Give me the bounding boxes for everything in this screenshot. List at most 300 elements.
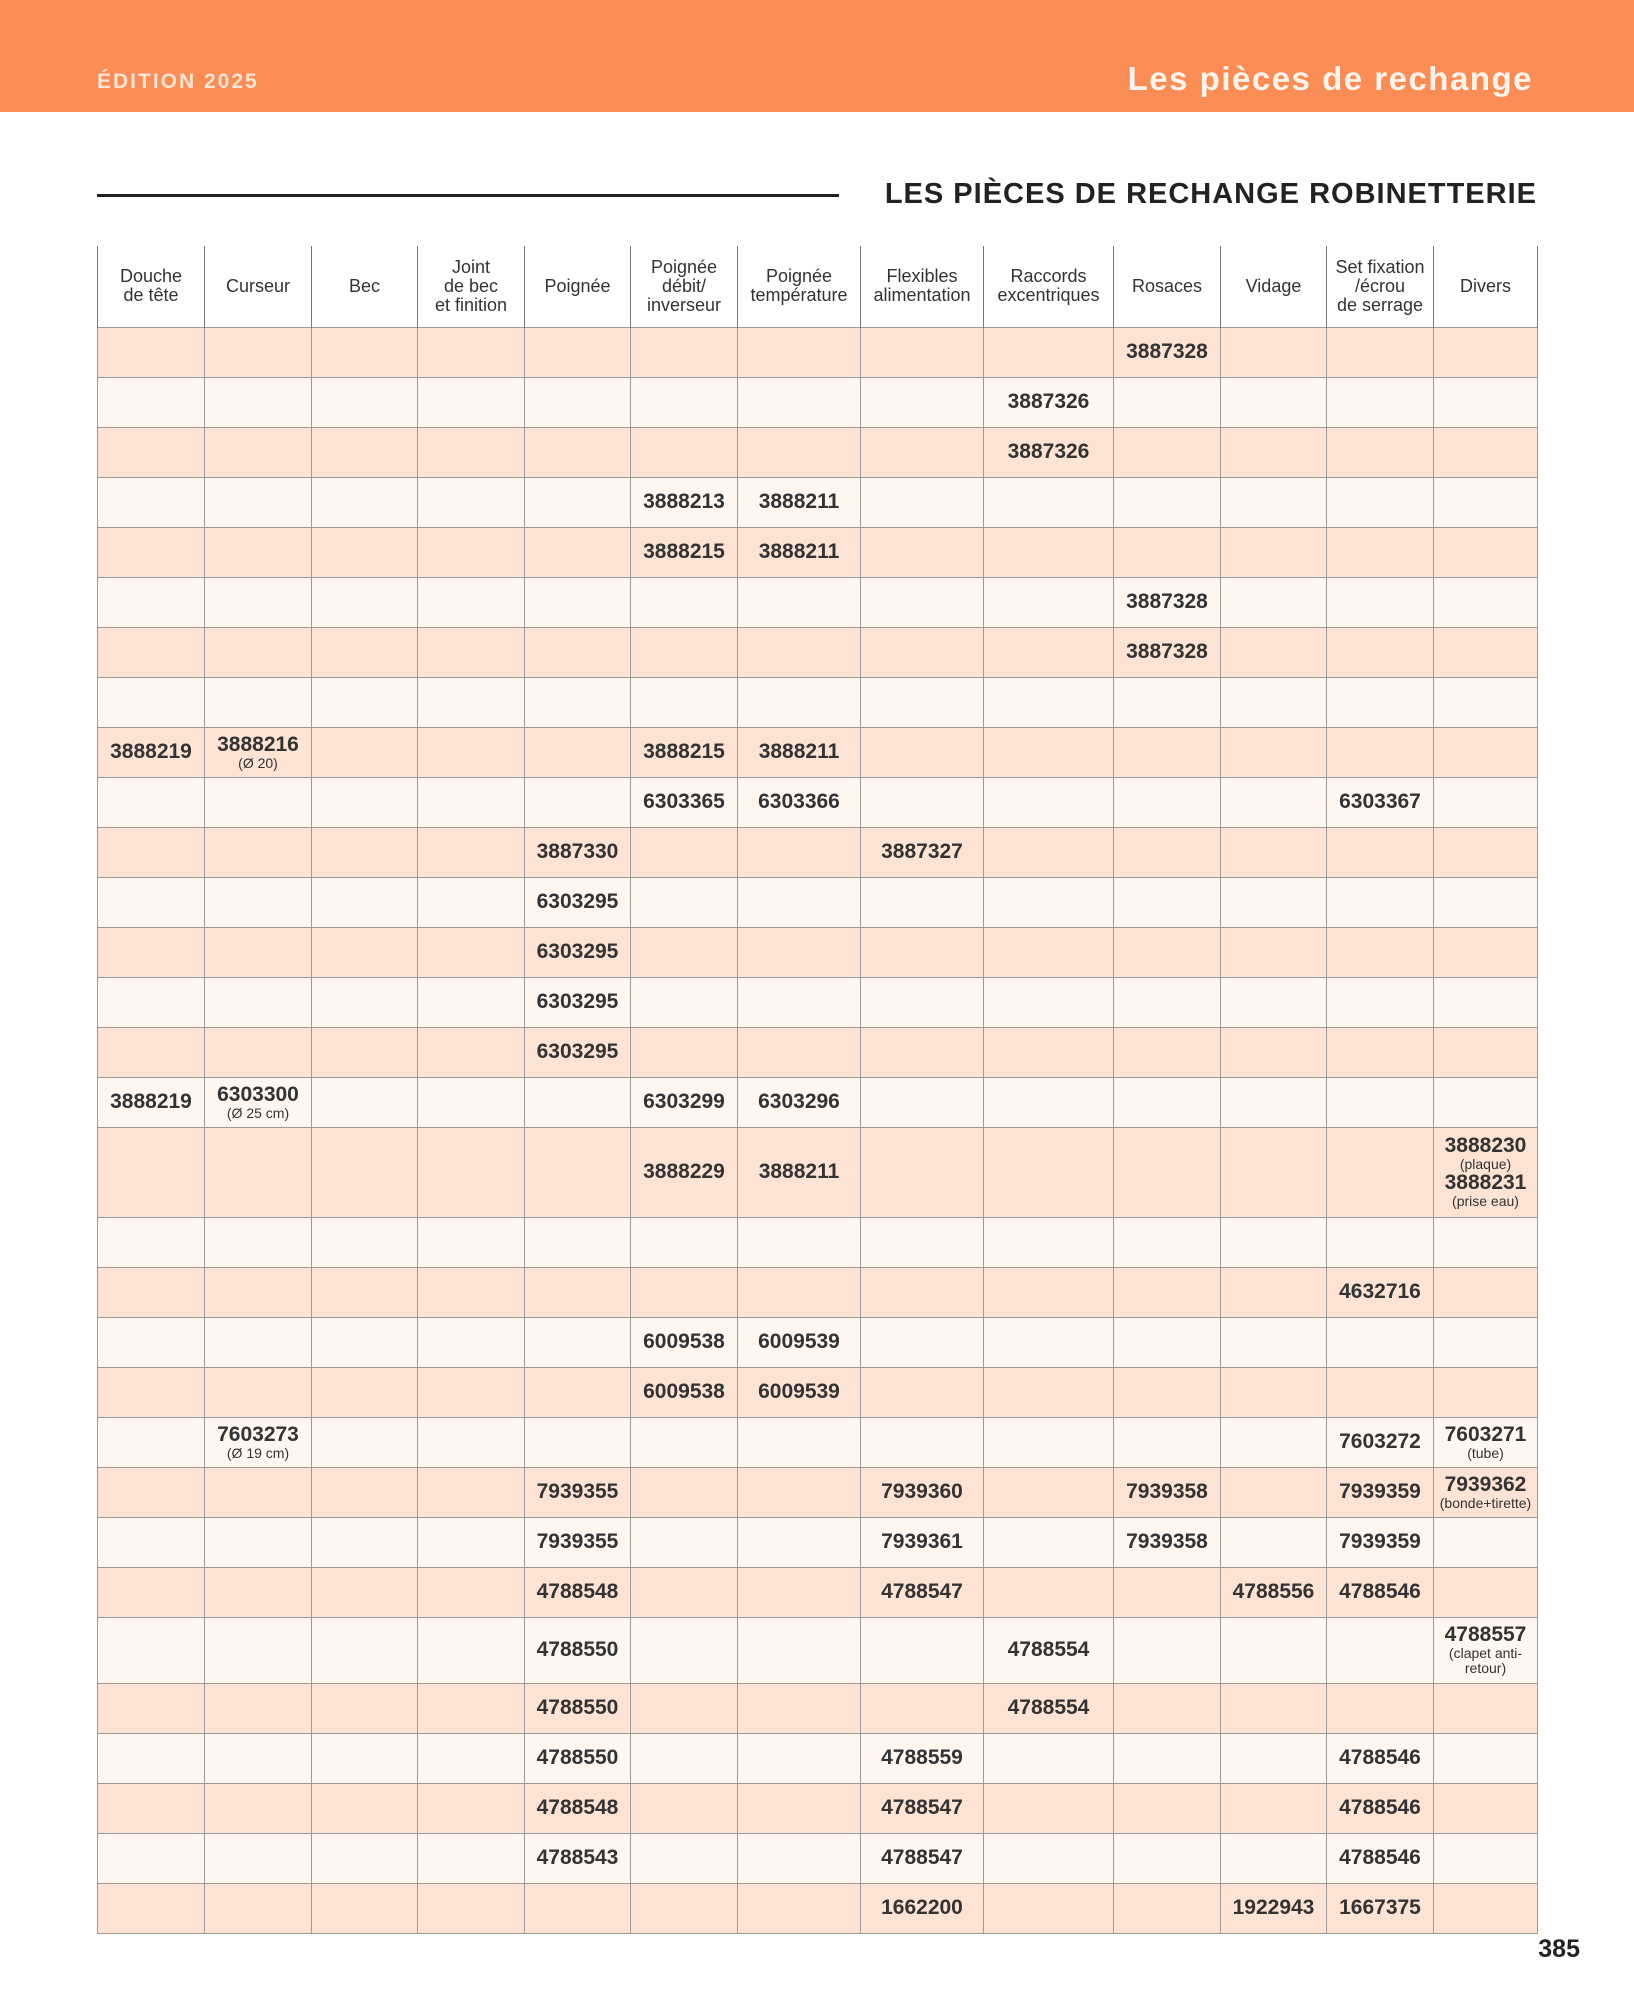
cell-bec <box>312 377 418 427</box>
cell-rosaces <box>1114 1367 1221 1417</box>
cell-flexibles <box>861 377 984 427</box>
cell-flexibles <box>861 627 984 677</box>
cell-divers <box>1434 677 1538 727</box>
page-title: LES PIÈCES DE RECHANGE ROBINETTERIE <box>884 178 1537 210</box>
cell-poigneedebit <box>631 1617 738 1683</box>
part-number: 4788547 <box>881 1846 963 1869</box>
cell-divers <box>1434 1267 1538 1317</box>
cell-flexibles <box>861 1567 984 1617</box>
cell-joint <box>418 1783 525 1833</box>
cell-raccords <box>984 527 1114 577</box>
table-row <box>98 1833 1538 1883</box>
cell-raccords <box>984 1567 1114 1617</box>
cell-flexibles <box>861 527 984 577</box>
cell-poigneetemp <box>738 1467 861 1517</box>
cell-flexibles <box>861 1367 984 1417</box>
cell-bec <box>312 727 418 777</box>
cell-rosaces <box>1114 1317 1221 1367</box>
part-note: (plaque) <box>1459 1156 1512 1172</box>
cell-flexibles <box>861 927 984 977</box>
cell-poignee <box>525 1317 631 1367</box>
cell-setfixation <box>1327 1367 1434 1417</box>
table-header-row <box>98 246 1538 327</box>
cell-poigneedebit <box>631 577 738 627</box>
part-number: 3888215 <box>643 540 725 563</box>
cell-setfixation <box>1327 877 1434 927</box>
cell-setfixation <box>1327 1127 1434 1217</box>
cell-poigneedebit <box>631 627 738 677</box>
cell-poignee <box>525 427 631 477</box>
cell-bec <box>312 1317 418 1367</box>
cell-setfixation <box>1327 1833 1434 1883</box>
cell-poigneetemp <box>738 1027 861 1077</box>
cell-poignee <box>525 577 631 627</box>
part-note: (Ø 25 cm) <box>226 1104 290 1121</box>
table-row <box>98 1267 1538 1317</box>
cell-raccords <box>984 1127 1114 1217</box>
cell-setfixation <box>1327 1077 1434 1127</box>
cell-flexibles <box>861 1317 984 1367</box>
cell-rosaces <box>1114 327 1221 377</box>
cell-poigneedebit <box>631 1683 738 1733</box>
cell-poignee <box>525 1683 631 1733</box>
header-banner <box>0 0 1634 112</box>
cell-divers <box>1434 777 1538 827</box>
cell-joint <box>418 527 525 577</box>
cell-curseur <box>205 1617 312 1683</box>
cell-bec <box>312 1517 418 1567</box>
cell-rosaces <box>1114 577 1221 627</box>
cell-joint <box>418 877 525 927</box>
cell-setfixation <box>1327 1267 1434 1317</box>
part-number: 7939360 <box>881 1480 963 1503</box>
cell-raccords <box>984 1833 1114 1883</box>
part-number: 4632716 <box>1339 1280 1421 1303</box>
cell-rosaces <box>1114 1833 1221 1883</box>
cell-curseur <box>205 977 312 1027</box>
cell-poigneetemp <box>738 1127 861 1217</box>
cell-bec <box>312 1077 418 1127</box>
cell-bec <box>312 777 418 827</box>
cell-poignee <box>525 377 631 427</box>
cell-divers <box>1434 327 1538 377</box>
cell-raccords <box>984 1733 1114 1783</box>
cell-setfixation <box>1327 327 1434 377</box>
cell-douche <box>98 1367 205 1417</box>
cell-poigneetemp <box>738 1883 861 1933</box>
part-number: 7603273 <box>217 1422 299 1446</box>
cell-raccords <box>984 1367 1114 1417</box>
table-row <box>98 1217 1538 1267</box>
part-number: 4788547 <box>881 1580 963 1603</box>
cell-poigneetemp <box>738 1733 861 1783</box>
cell-flexibles <box>861 1883 984 1933</box>
part-note: (Ø 20) <box>238 754 278 771</box>
cell-vidage <box>1221 677 1327 727</box>
title-rule <box>97 194 839 197</box>
cell-bec <box>312 477 418 527</box>
cell-curseur <box>205 1317 312 1367</box>
cell-divers <box>1434 1833 1538 1883</box>
part-number: 4788557 <box>1444 1623 1527 1646</box>
column-header-divers: Divers <box>1434 246 1538 327</box>
part-number: 4788550 <box>536 1696 619 1719</box>
cell-vidage <box>1221 1517 1327 1567</box>
cell-flexibles <box>861 1027 984 1077</box>
cell-poigneedebit <box>631 1127 738 1217</box>
cell-rosaces <box>1114 627 1221 677</box>
cell-flexibles <box>861 1617 984 1683</box>
cell-poigneetemp <box>738 377 861 427</box>
cell-vidage <box>1221 777 1327 827</box>
part-note: (bonde+tirette) <box>1439 1494 1532 1511</box>
part-number: 6009538 <box>643 1330 725 1353</box>
part-number: 6303367 <box>1339 790 1421 813</box>
cell-joint <box>418 1267 525 1317</box>
cell-flexibles <box>861 1783 984 1833</box>
cell-divers <box>1434 1027 1538 1077</box>
cell-poigneetemp <box>738 777 861 827</box>
part-number: 3888216 <box>217 732 299 756</box>
cell-setfixation <box>1327 1027 1434 1077</box>
cell-bec <box>312 877 418 927</box>
table-row <box>98 1567 1538 1617</box>
cell-joint <box>418 327 525 377</box>
cell-raccords <box>984 1417 1114 1467</box>
part-number: 6009539 <box>758 1330 840 1353</box>
cell-bec <box>312 827 418 877</box>
cell-curseur <box>205 527 312 577</box>
part-number: 4788546 <box>1339 1796 1421 1819</box>
cell-divers <box>1434 527 1538 577</box>
cell-poignee <box>525 1617 631 1683</box>
part-number: 3887327 <box>881 840 963 863</box>
cell-setfixation <box>1327 777 1434 827</box>
cell-raccords <box>984 427 1114 477</box>
cell-vidage <box>1221 1683 1327 1733</box>
cell-joint <box>418 1027 525 1077</box>
table-row <box>98 1317 1538 1367</box>
cell-divers <box>1434 1217 1538 1267</box>
cell-setfixation <box>1327 827 1434 877</box>
cell-vidage <box>1221 1417 1327 1467</box>
cell-divers <box>1434 1517 1538 1567</box>
cell-poignee <box>525 1567 631 1617</box>
part-number: 6303295 <box>536 990 619 1013</box>
cell-poigneedebit <box>631 1567 738 1617</box>
cell-curseur <box>205 1517 312 1567</box>
cell-douche <box>98 377 205 427</box>
cell-flexibles <box>861 777 984 827</box>
cell-curseur <box>205 1217 312 1267</box>
table-row <box>98 1617 1538 1683</box>
table-row <box>98 627 1538 677</box>
cell-poigneedebit <box>631 1883 738 1933</box>
cell-setfixation <box>1327 927 1434 977</box>
part-number: 6303366 <box>758 790 840 813</box>
cell-raccords <box>984 1617 1114 1683</box>
cell-setfixation <box>1327 1783 1434 1833</box>
cell-poigneetemp <box>738 577 861 627</box>
cell-flexibles <box>861 1467 984 1517</box>
cell-setfixation <box>1327 527 1434 577</box>
cell-raccords <box>984 377 1114 427</box>
cell-divers <box>1434 1077 1538 1127</box>
cell-bec <box>312 1027 418 1077</box>
cell-setfixation <box>1327 477 1434 527</box>
part-number: 6303365 <box>643 790 725 813</box>
cell-poigneedebit <box>631 1517 738 1567</box>
cell-poignee <box>525 627 631 677</box>
cell-douche <box>98 1733 205 1783</box>
part-number: 6303299 <box>643 1090 725 1113</box>
cell-divers <box>1434 927 1538 977</box>
cell-rosaces <box>1114 527 1221 577</box>
cell-poignee <box>525 527 631 577</box>
table-row <box>98 427 1538 477</box>
column-header-joint: Joint de bec et finition <box>418 246 525 327</box>
cell-poigneedebit <box>631 1367 738 1417</box>
part-number: 1662200 <box>881 1896 963 1919</box>
cell-poignee <box>525 727 631 777</box>
cell-raccords <box>984 577 1114 627</box>
cell-setfixation <box>1327 1517 1434 1567</box>
cell-rosaces <box>1114 927 1221 977</box>
cell-joint <box>418 1733 525 1783</box>
part-number: 4788546 <box>1339 1846 1421 1869</box>
cell-poignee <box>525 927 631 977</box>
part-number: 4788556 <box>1232 1580 1315 1603</box>
cell-poignee <box>525 977 631 1027</box>
cell-bec <box>312 1267 418 1317</box>
cell-flexibles <box>861 1217 984 1267</box>
section-title: Les pièces de rechange <box>1127 60 1533 97</box>
cell-joint <box>418 1077 525 1127</box>
cell-poigneetemp <box>738 1833 861 1883</box>
cell-bec <box>312 1833 418 1883</box>
cell-poigneedebit <box>631 1783 738 1833</box>
cell-rosaces <box>1114 1883 1221 1933</box>
cell-douche <box>98 1417 205 1467</box>
column-header-raccords: Raccords excentriques <box>984 246 1114 327</box>
part-number: 7603272 <box>1339 1430 1421 1453</box>
part-number: 3888213 <box>643 490 725 513</box>
cell-flexibles <box>861 977 984 1027</box>
cell-curseur <box>205 427 312 477</box>
part-number: 7939359 <box>1339 1480 1421 1503</box>
cell-bec <box>312 1733 418 1783</box>
cell-poigneedebit <box>631 1417 738 1467</box>
cell-divers <box>1434 577 1538 627</box>
cell-divers <box>1434 1367 1538 1417</box>
cell-joint <box>418 1217 525 1267</box>
cell-joint <box>418 1833 525 1883</box>
part-number: 3888229 <box>643 1160 725 1183</box>
cell-poigneetemp <box>738 877 861 927</box>
cell-divers <box>1434 1883 1538 1933</box>
cell-curseur <box>205 1127 312 1217</box>
cell-flexibles <box>861 577 984 627</box>
cell-flexibles <box>861 1417 984 1467</box>
cell-flexibles <box>861 727 984 777</box>
cell-raccords <box>984 877 1114 927</box>
part-number: 1667375 <box>1339 1896 1421 1919</box>
cell-joint <box>418 1883 525 1933</box>
cell-vidage <box>1221 1467 1327 1517</box>
cell-flexibles <box>861 427 984 477</box>
column-header-bec: Bec <box>312 246 418 327</box>
cell-raccords <box>984 777 1114 827</box>
cell-curseur <box>205 1027 312 1077</box>
cell-poigneedebit <box>631 727 738 777</box>
part-number: 4788548 <box>536 1796 619 1819</box>
cell-setfixation <box>1327 627 1434 677</box>
part-number: 4788550 <box>536 1746 619 1769</box>
cell-curseur <box>205 777 312 827</box>
table-row <box>98 827 1538 877</box>
cell-setfixation <box>1327 1683 1434 1733</box>
cell-poigneetemp <box>738 677 861 727</box>
cell-douche <box>98 777 205 827</box>
cell-divers <box>1434 1467 1538 1517</box>
table-row <box>98 1783 1538 1833</box>
part-number: 3888211 <box>758 740 840 763</box>
part-number: 3887330 <box>536 840 619 863</box>
part-note: (prise eau) <box>1452 1193 1519 1209</box>
cell-vidage <box>1221 1883 1327 1933</box>
part-number: 6009539 <box>758 1380 840 1403</box>
cell-curseur <box>205 377 312 427</box>
part-number: 7939362 <box>1444 1472 1527 1496</box>
cell-douche <box>98 1683 205 1733</box>
part-number: 3888211 <box>758 1160 840 1183</box>
cell-poigneetemp <box>738 327 861 377</box>
table-row <box>98 677 1538 727</box>
cell-rosaces <box>1114 1077 1221 1127</box>
cell-bec <box>312 1467 418 1517</box>
cell-divers <box>1434 1317 1538 1367</box>
cell-flexibles <box>861 1077 984 1127</box>
table-row <box>98 577 1538 627</box>
cell-bec <box>312 1617 418 1683</box>
cell-joint <box>418 577 525 627</box>
cell-poigneetemp <box>738 627 861 677</box>
cell-poignee <box>525 1367 631 1417</box>
part-number: 6009538 <box>643 1380 725 1403</box>
column-header-douche: Douche de tête <box>98 246 205 327</box>
cell-joint <box>418 1567 525 1617</box>
cell-raccords <box>984 1683 1114 1733</box>
cell-curseur <box>205 1367 312 1417</box>
cell-raccords <box>984 477 1114 527</box>
cell-raccords <box>984 727 1114 777</box>
cell-raccords <box>984 1077 1114 1127</box>
part-number: 3888231 <box>1444 1171 1527 1194</box>
cell-poigneedebit <box>631 427 738 477</box>
cell-bec <box>312 677 418 727</box>
table-row <box>98 1517 1538 1567</box>
cell-bec <box>312 1567 418 1617</box>
cell-raccords <box>984 677 1114 727</box>
cell-poignee <box>525 1127 631 1217</box>
cell-divers <box>1434 727 1538 777</box>
column-header-curseur: Curseur <box>205 246 312 327</box>
cell-vidage <box>1221 877 1327 927</box>
cell-setfixation <box>1327 677 1434 727</box>
cell-vidage <box>1221 627 1327 677</box>
part-number: 7939358 <box>1126 1480 1208 1503</box>
part-number: 4788548 <box>536 1580 619 1603</box>
cell-douche <box>98 627 205 677</box>
cell-divers <box>1434 1783 1538 1833</box>
cell-vidage <box>1221 1733 1327 1783</box>
part-number: 7939358 <box>1126 1530 1208 1553</box>
cell-joint <box>418 927 525 977</box>
cell-vidage <box>1221 1617 1327 1683</box>
cell-douche <box>98 1467 205 1517</box>
cell-bec <box>312 1883 418 1933</box>
cell-poigneetemp <box>738 1217 861 1267</box>
cell-poigneetemp <box>738 1517 861 1567</box>
cell-flexibles <box>861 1683 984 1733</box>
cell-rosaces <box>1114 377 1221 427</box>
cell-setfixation <box>1327 1217 1434 1267</box>
part-number: 6303300 <box>217 1082 299 1106</box>
cell-rosaces <box>1114 677 1221 727</box>
cell-rosaces <box>1114 427 1221 477</box>
cell-poigneetemp <box>738 1417 861 1467</box>
cell-joint <box>418 977 525 1027</box>
cell-vidage <box>1221 1127 1327 1217</box>
cell-setfixation <box>1327 1617 1434 1683</box>
cell-vidage <box>1221 977 1327 1027</box>
cell-poigneedebit <box>631 877 738 927</box>
table-row <box>98 377 1538 427</box>
cell-bec <box>312 1683 418 1733</box>
cell-vidage <box>1221 827 1327 877</box>
cell-vidage <box>1221 1027 1327 1077</box>
cell-poignee <box>525 1467 631 1517</box>
table-row <box>98 327 1538 377</box>
cell-poigneedebit <box>631 777 738 827</box>
cell-divers <box>1434 1733 1538 1783</box>
cell-vidage <box>1221 1367 1327 1417</box>
cell-douche <box>98 1027 205 1077</box>
cell-joint <box>418 1467 525 1517</box>
cell-poignee <box>525 877 631 927</box>
cell-flexibles <box>861 1127 984 1217</box>
cell-setfixation <box>1327 1417 1434 1467</box>
table-row <box>98 777 1538 827</box>
cell-poignee <box>525 1517 631 1567</box>
cell-curseur <box>205 1883 312 1933</box>
part-number: 3888230 <box>1444 1134 1527 1157</box>
part-number: 6303295 <box>536 890 619 913</box>
cell-rosaces <box>1114 1467 1221 1517</box>
table-row <box>98 727 1538 777</box>
cell-rosaces <box>1114 827 1221 877</box>
cell-douche <box>98 577 205 627</box>
cell-setfixation <box>1327 377 1434 427</box>
cell-douche <box>98 1077 205 1127</box>
cell-vidage <box>1221 1267 1327 1317</box>
part-number: 3887328 <box>1126 340 1208 363</box>
cell-poigneetemp <box>738 427 861 477</box>
cell-raccords <box>984 1883 1114 1933</box>
cell-poigneetemp <box>738 727 861 777</box>
column-header-vidage: Vidage <box>1221 246 1327 327</box>
table-row <box>98 1127 1538 1217</box>
